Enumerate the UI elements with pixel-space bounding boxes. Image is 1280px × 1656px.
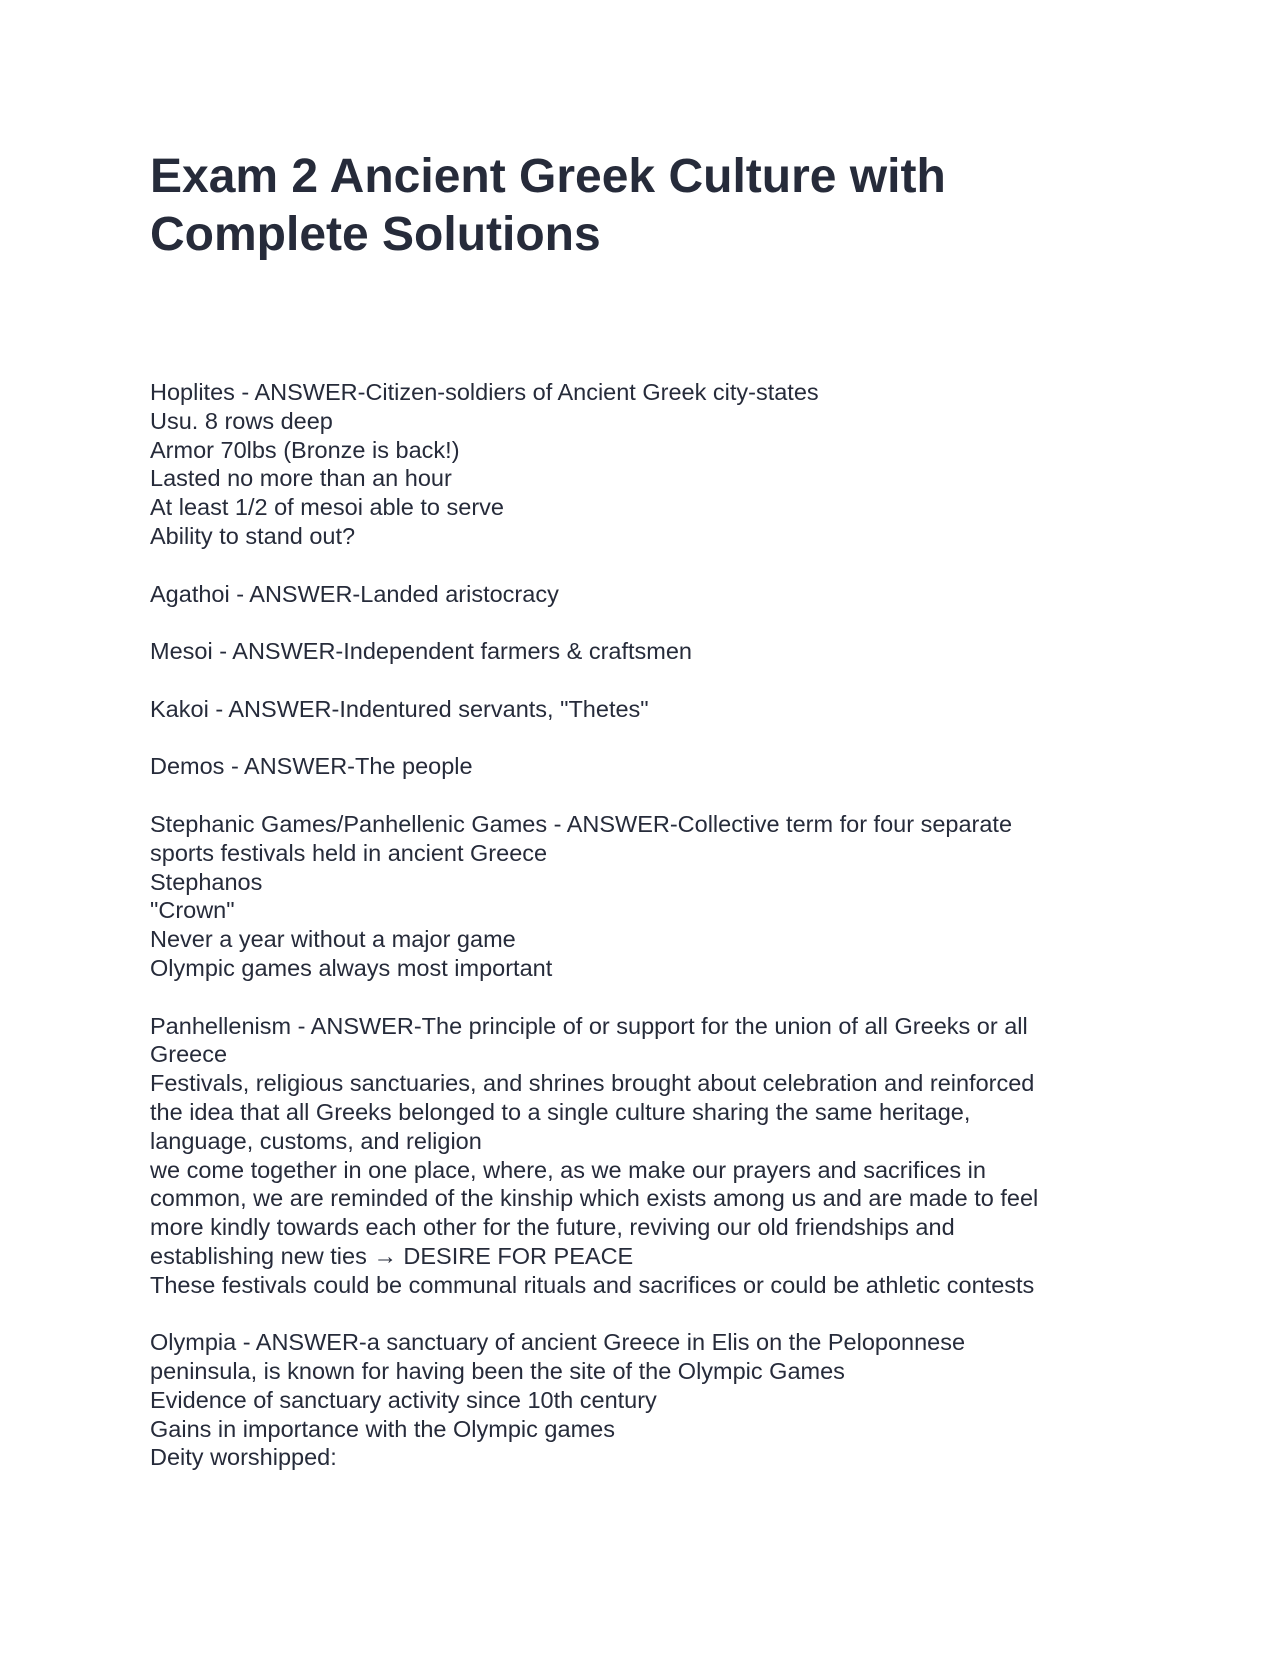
qa-note-line: Lasted no more than an hour — [150, 465, 452, 492]
qa-note-line: sports festivals held in ancient Greece — [150, 839, 548, 866]
qa-list — [150, 378, 1150, 1501]
qa-note-line: Evidence of sanctuary activity since 10th century — [150, 1386, 657, 1413]
qa-note-line: the idea that all Greeks belonged to a single culture sharing the same heritage, — [150, 1098, 971, 1125]
qa-note-line: language, customs, and religion — [150, 1127, 482, 1154]
qa-term-line: Mesoi - ANSWER-Independent farmers & craftsmen — [150, 638, 693, 665]
qa-note-line: common, we are reminded of the kinship which exists among us and are made to feel — [150, 1185, 1039, 1212]
qa-note-line: Deity worshipped: — [150, 1444, 337, 1471]
qa-entry — [150, 1328, 1150, 1472]
qa-note-line: more kindly towards each other for the future, reviving our old friendships and — [150, 1214, 955, 1241]
qa-term-line: Olympia - ANSWER-a sanctuary of ancient Greece in Elis on the Peloponnese — [150, 1329, 966, 1356]
qa-note-line: Ability to stand out? — [150, 522, 356, 549]
qa-note-line: Gains in importance with the Olympic games — [150, 1415, 615, 1442]
qa-note-line: Usu. 8 rows deep — [150, 407, 333, 434]
qa-note-line: Greece — [150, 1041, 228, 1068]
qa-term-line: Kakoi - ANSWER-Indentured servants, "Thetes" — [150, 695, 649, 722]
qa-note-line: Armor 70lbs (Bronze is back!) — [150, 436, 460, 463]
qa-entry — [150, 810, 1150, 983]
qa-note-line: Festivals, religious sanctuaries, and shrines brought about celebration and reinforced — [150, 1070, 1035, 1097]
qa-note-line: These festivals could be communal rituals and sacrifices or could be athletic contests — [150, 1271, 1035, 1298]
qa-term-line: Hoplites - ANSWER-Citizen-soldiers of Ancient Greek city-states — [150, 379, 819, 405]
qa-entry — [150, 752, 1150, 781]
qa-note-line: Never a year without a major game — [150, 926, 516, 953]
qa-note-line: Stephanos — [150, 868, 263, 895]
qa-note-line: At least 1/2 of mesoi able to serve — [150, 494, 504, 521]
qa-entry — [150, 378, 1150, 551]
qa-term-line: Demos - ANSWER-The people — [150, 753, 473, 780]
qa-entry — [150, 695, 1150, 724]
qa-entry — [150, 1012, 1150, 1300]
qa-term-line: Stephanic Games/Panhellenic Games - ANSWER-Collective term for four separate — [150, 810, 1013, 837]
qa-note-line: we come together in one place, where, as we make our prayers and sacrifices in — [150, 1156, 986, 1183]
qa-note-line: "Crown" — [150, 897, 235, 924]
qa-term-line: Agathoi - ANSWER-Landed aristocracy — [150, 580, 559, 607]
qa-note-line: establishing new ties → DESIRE FOR PEACE — [150, 1242, 634, 1269]
qa-entry — [150, 580, 1150, 609]
qa-note-line: peninsula, is known for having been the site of the Olympic Games — [150, 1358, 845, 1385]
qa-term-line: Panhellenism - ANSWER-The principle of or support for the union of all Greeks or all — [150, 1012, 1028, 1039]
page-title: Exam 2 Ancient Greek Culture with Complete Solutions — [150, 150, 946, 261]
qa-entry — [150, 637, 1150, 666]
qa-note-line: Olympic games always most important — [150, 954, 553, 981]
